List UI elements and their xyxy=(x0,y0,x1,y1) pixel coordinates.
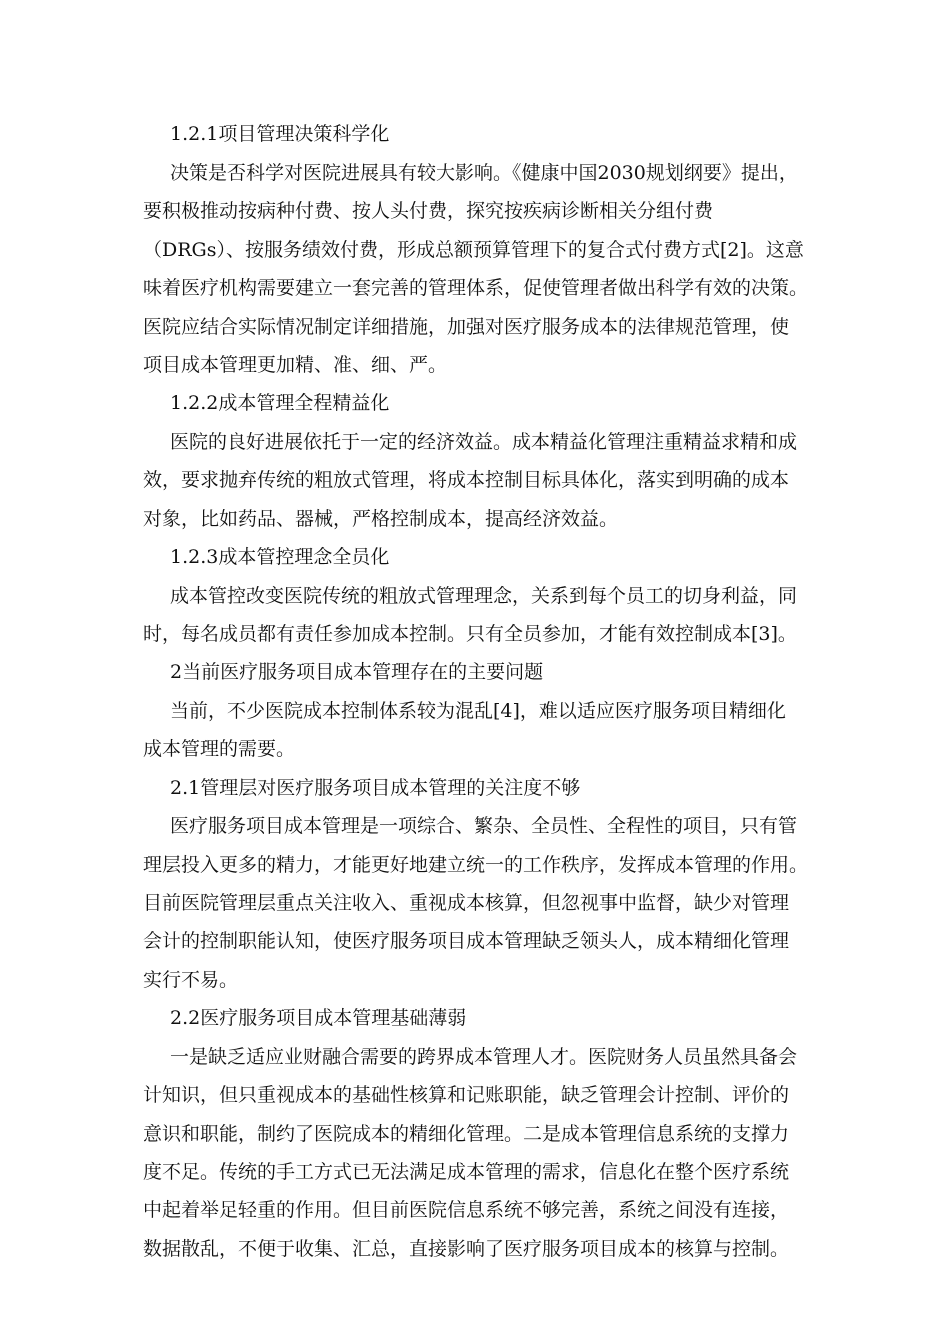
section-heading: 2.1管理层对医疗服务项目成本管理的关注度不够 xyxy=(170,777,581,799)
paragraph-line: 实行不易。 xyxy=(143,969,239,991)
paragraph-line: 成本管控改变医院传统的粗放式管理理念，关系到每个员工的切身利益，同 xyxy=(170,585,798,607)
paragraph-line: 决策是否科学对医院进展具有较大影响。《健康中国2030规划纲要》提出， xyxy=(170,162,798,184)
paragraph-line: 度不足。传统的手工方式已无法满足成本管理的需求，信息化在整个医疗系统 xyxy=(143,1161,790,1183)
paragraph-line: 当前，不少医院成本控制体系较为混乱[4]，难以适应医疗服务项目精细化 xyxy=(170,700,786,722)
paragraph-line: 医院应结合实际情况制定详细措施，加强对医疗服务成本的法律规范管理，使 xyxy=(143,316,790,338)
paragraph-line: 味着医疗机构需要建立一套完善的管理体系，促使管理者做出科学有效的决策。 xyxy=(143,277,809,299)
section-heading: 1.2.2成本管理全程精益化 xyxy=(170,392,390,414)
paragraph-line: 成本管理的需要。 xyxy=(143,738,296,760)
paragraph-line: 目前医院管理层重点关注收入、重视成本核算，但忽视事中监督，缺少对管理 xyxy=(143,892,790,914)
paragraph-line: 理层投入更多的精力，才能更好地建立统一的工作秩序，发挥成本管理的作用。 xyxy=(143,854,809,876)
paragraph-line: 对象，比如药品、器械，严格控制成本，提高经济效益。 xyxy=(143,508,619,530)
paragraph-line: （DRGs）、按服务绩效付费，形成总额预算管理下的复合式付费方式[2]。这意 xyxy=(143,239,804,261)
paragraph-line: 一是缺乏适应业财融合需要的跨界成本管理人才。医院财务人员虽然具备会 xyxy=(170,1046,798,1068)
paragraph-line: 意识和职能，制约了医院成本的精细化管理。二是成本管理信息系统的支撑力 xyxy=(143,1123,790,1145)
paragraph-line: 医疗服务项目成本管理是一项综合、繁杂、全员性、全程性的项目，只有管 xyxy=(170,815,798,837)
section-heading: 2当前医疗服务项目成本管理存在的主要问题 xyxy=(170,661,544,683)
paragraph-line: 计知识，但只重视成本的基础性核算和记账职能，缺乏管理会计控制、评价的 xyxy=(143,1084,790,1106)
paragraph-line: 要积极推动按病种付费、按人头付费，探究按疾病诊断相关分组付费 xyxy=(143,200,714,222)
paragraph-line: 数据散乱，不便于收集、汇总，直接影响了医疗服务项目成本的核算与控制。 xyxy=(143,1238,790,1260)
section-heading: 1.2.1项目管理决策科学化 xyxy=(170,123,390,145)
paragraph-line: 医院的良好进展依托于一定的经济效益。成本精益化管理注重精益求精和成 xyxy=(170,431,798,453)
paragraph-line: 项目成本管理更加精、准、细、严。 xyxy=(143,354,448,376)
paragraph-line: 效，要求抛弃传统的粗放式管理，将成本控制目标具体化，落实到明确的成本 xyxy=(143,469,790,491)
paragraph-line: 时，每名成员都有责任参加成本控制。只有全员参加，才能有效控制成本[3]。 xyxy=(143,623,797,645)
section-heading: 2.2医疗服务项目成本管理基础薄弱 xyxy=(170,1007,467,1029)
paragraph-line: 会计的控制职能认知，使医疗服务项目成本管理缺乏领头人，成本精细化管理 xyxy=(143,930,790,952)
paragraph-line: 中起着举足轻重的作用。但目前医院信息系统不够完善，系统之间没有连接， xyxy=(143,1199,790,1221)
section-heading: 1.2.3成本管控理念全员化 xyxy=(170,546,390,568)
